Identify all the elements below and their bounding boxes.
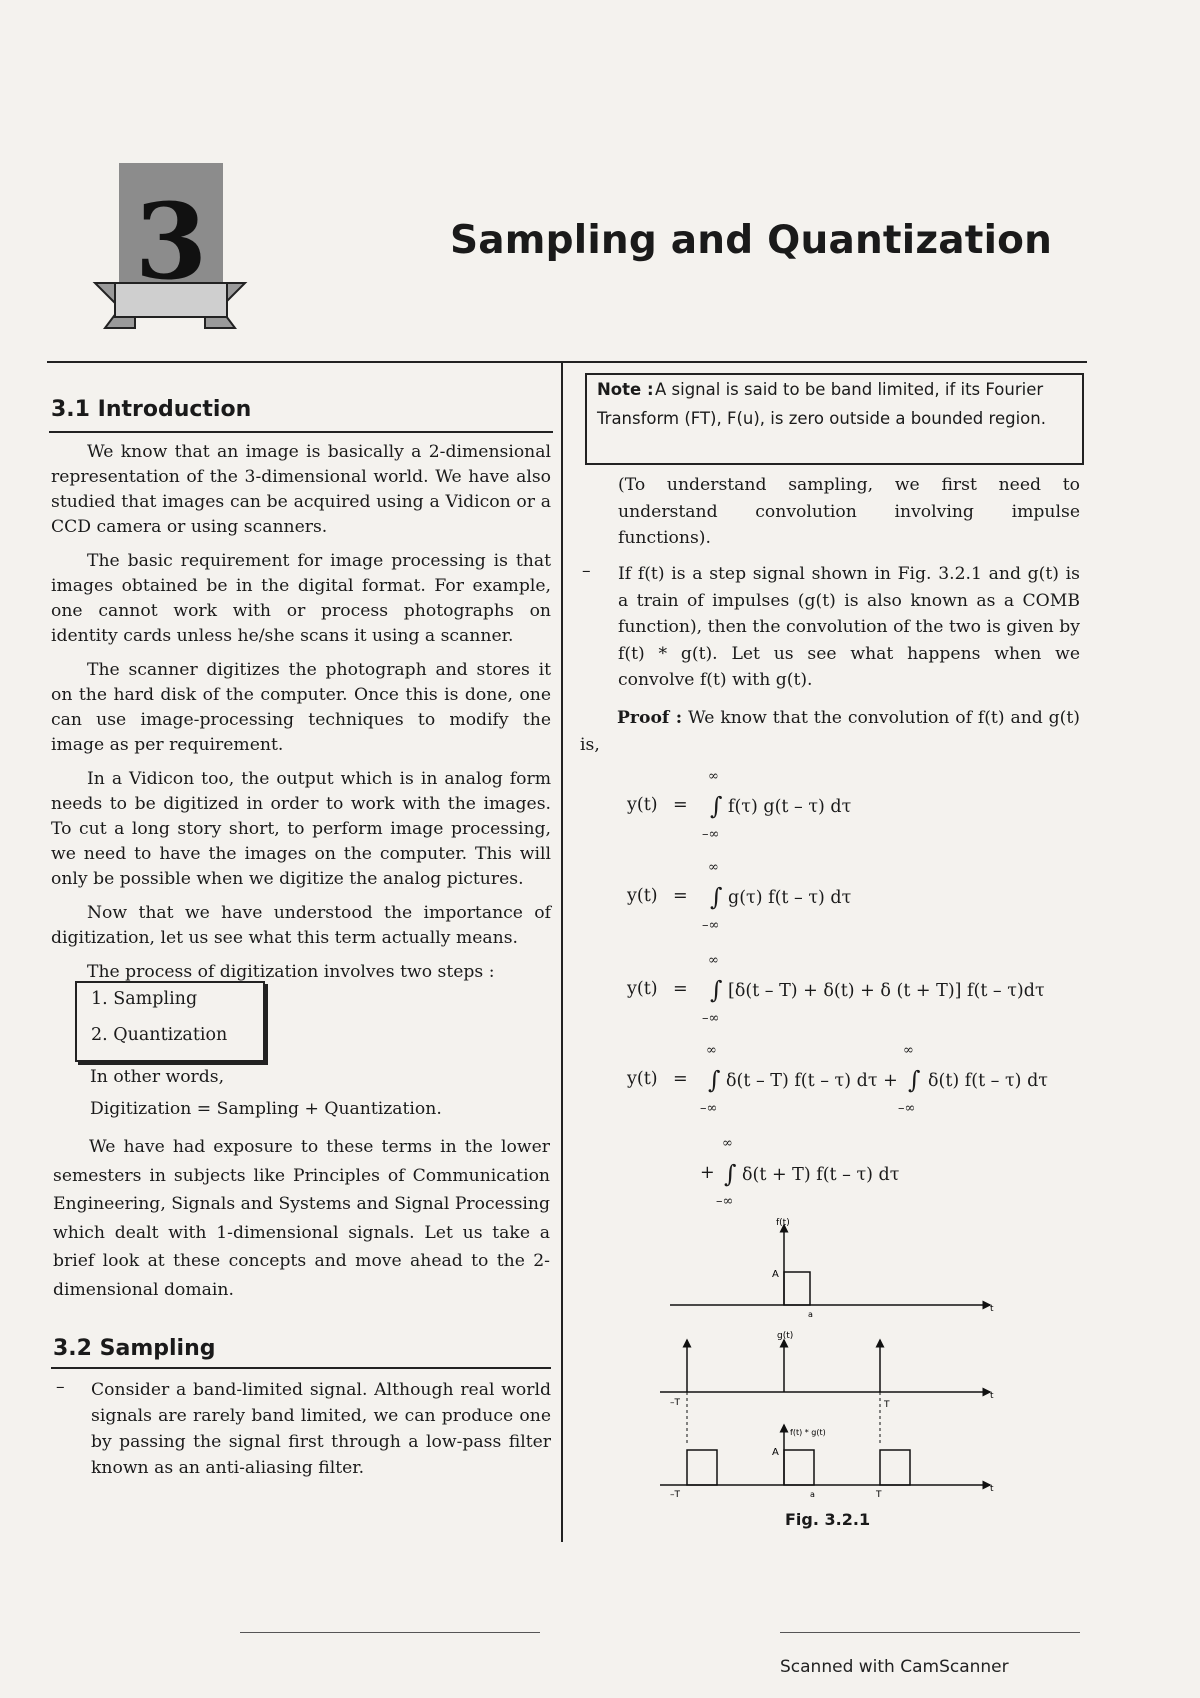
intro-paragraph: We know that an image is basically a 2-dimensional representation of the 3-dimensional world. We have also studied that images can be acquired using a Vidicon or a CCD camera or using scanners.	[51, 442, 551, 537]
convolution-paragraph: If f(t) is a step signal shown in Fig. 3.2.1 and g(t) is a train of impulses (g(t) is also known as a COMB function), then the convolution of the two is given by f(t) * g(t). Let us see what happens when we convolve f(t) with g(t).	[618, 564, 1080, 690]
intro-paragraph: In a Vidicon too, the output which is in analog form needs to be digitized in order to work with the images. To cut a long story short, to perform image processing, we need to have the images on the computer. This will only be possible when we digitize the analog pictures.	[51, 769, 551, 889]
equation-plus: +	[700, 1163, 715, 1183]
chapter-title: Sampling and Quantization	[450, 218, 1053, 263]
sampling-paragraph: Consider a band-limited signal. Although real world signals are rarely band limited, we can produce one by passing the signal first through a low-pass filter known as an anti-aliasing filter.	[91, 1380, 551, 1478]
integral-sign: ∫	[724, 1160, 737, 1188]
equation-lhs: y(t)	[627, 1069, 658, 1089]
intro-paragraph: Now that we have understood the importance of digitization, let us see what this term actually means.	[51, 903, 551, 948]
t-label: t	[990, 1484, 994, 1494]
T-label: T	[884, 1400, 890, 1410]
neg-T-label: –T	[670, 1490, 680, 1500]
equation-4a: δ(t – T) f(t – τ) dτ +	[726, 1071, 898, 1091]
lower-limit: –∞	[702, 918, 720, 933]
lower-limit: –∞	[700, 1101, 718, 1116]
lower-limit: –∞	[702, 1011, 720, 1026]
lower-limit: –∞	[716, 1194, 734, 1209]
equation-1: f(τ) g(t – τ) dτ	[728, 797, 852, 817]
section-rule	[49, 431, 553, 433]
neg-T-label: –T	[670, 1398, 680, 1408]
footer-rule	[780, 1632, 1080, 1633]
proof-label: Proof :	[617, 708, 683, 728]
equation-equals: =	[673, 886, 688, 906]
integral-sign: ∫	[708, 1066, 721, 1094]
note-text: A signal is said to be band limited, if its Fourier Transform (FT), F(u), is zero outside a bounded region.	[597, 380, 1046, 428]
integral-sign: ∫	[710, 883, 723, 911]
t-label: t	[990, 1304, 994, 1314]
integral-sign: ∫	[710, 792, 723, 820]
g-axis-label: g(t)	[777, 1331, 794, 1341]
introduction-body	[51, 440, 551, 994]
digitization-steps-box	[75, 981, 265, 1062]
camscanner-watermark: Scanned with CamScanner	[780, 1657, 1009, 1677]
step-item: 2. Quantization	[91, 1025, 228, 1045]
intro-paragraph: The process of digitization involves two steps :	[87, 962, 495, 982]
lower-limit: –∞	[702, 827, 720, 842]
proof-paragraph	[580, 705, 1080, 758]
convolution-label: f(t) * g(t)	[790, 1428, 826, 1437]
upper-limit: ∞	[706, 1043, 717, 1058]
equation-4b: δ(t) f(t – τ) dτ	[928, 1071, 1048, 1091]
step-item: 1. Sampling	[91, 989, 198, 1009]
chapter-number: 3	[134, 180, 208, 303]
note-label: Note :	[597, 380, 654, 399]
upper-limit: ∞	[708, 953, 719, 968]
intro-paragraph: The scanner digitizes the photograph and stores it on the hard disk of the computer. Once this is done, one can use image-processing techniques to modify the image as per requirement.	[51, 660, 551, 755]
upper-limit: ∞	[903, 1043, 914, 1058]
upper-limit: ∞	[722, 1136, 733, 1151]
exposure-paragraph: We have had exposure to these terms in the lower semesters in subjects like Principles of Communication Engineering, Signals and Systems and Signal Processing which dealt with 1-dimensional signals. Let us take a brief look at these concepts and move ahead to the 2-dimensional domain.	[53, 1137, 550, 1300]
T-label: T	[876, 1490, 882, 1500]
section-rule	[51, 1367, 551, 1369]
lower-limit: –∞	[898, 1101, 916, 1116]
f-axis-label: f(t)	[776, 1218, 790, 1228]
equation-lhs: y(t)	[627, 886, 658, 906]
integral-sign: ∫	[908, 1066, 921, 1094]
bullet-dash: –	[56, 1377, 65, 1397]
t-label: t	[990, 1391, 994, 1401]
integral-sign: ∫	[710, 976, 723, 1004]
equation-equals: =	[673, 795, 688, 815]
a-label: a	[810, 1490, 815, 1499]
equation-lhs: y(t)	[627, 979, 658, 999]
equation-equals: =	[673, 1069, 688, 1089]
digitization-equation: Digitization = Sampling + Quantization.	[90, 1099, 442, 1119]
equation-2: g(τ) f(t – τ) dτ	[728, 888, 852, 908]
column-divider	[561, 362, 563, 1542]
note-box	[585, 373, 1084, 465]
other-words-text: In other words,	[90, 1067, 225, 1087]
equation-5: δ(t + T) f(t – τ) dτ	[742, 1165, 900, 1185]
section-heading-sampling: 3.2 Sampling	[53, 1336, 216, 1361]
chapter-number-badge	[75, 163, 265, 343]
upper-limit: ∞	[708, 860, 719, 875]
header-rule	[47, 361, 1087, 363]
section-heading-introduction: 3.1 Introduction	[51, 397, 252, 422]
a-label: a	[808, 1310, 813, 1319]
equation-lhs: y(t)	[627, 795, 658, 815]
figure-caption: Fig. 3.2.1	[785, 1510, 871, 1529]
bullet-dash: –	[582, 561, 591, 581]
proof-text: We know that the convolution of f(t) and g(t) is,	[580, 708, 1080, 755]
footer-rule	[240, 1632, 540, 1633]
figure-3-2-1	[660, 1215, 1000, 1505]
understand-paragraph: (To understand sampling, we first need to understand convolution involving impulse functions).	[618, 475, 1080, 548]
equation-3: [δ(t – T) + δ(t) + δ (t + T)] f(t – τ)dτ	[728, 981, 1045, 1001]
intro-paragraph: The basic requirement for image processing is that images obtained be in the digital format. For example, one cannot work with or process photographs on identity cards unless he/she scans it using a scanner.	[51, 551, 551, 646]
equation-equals: =	[673, 979, 688, 999]
upper-limit: ∞	[708, 769, 719, 784]
amplitude-label: A	[772, 1269, 779, 1280]
amplitude-label: A	[772, 1447, 779, 1458]
